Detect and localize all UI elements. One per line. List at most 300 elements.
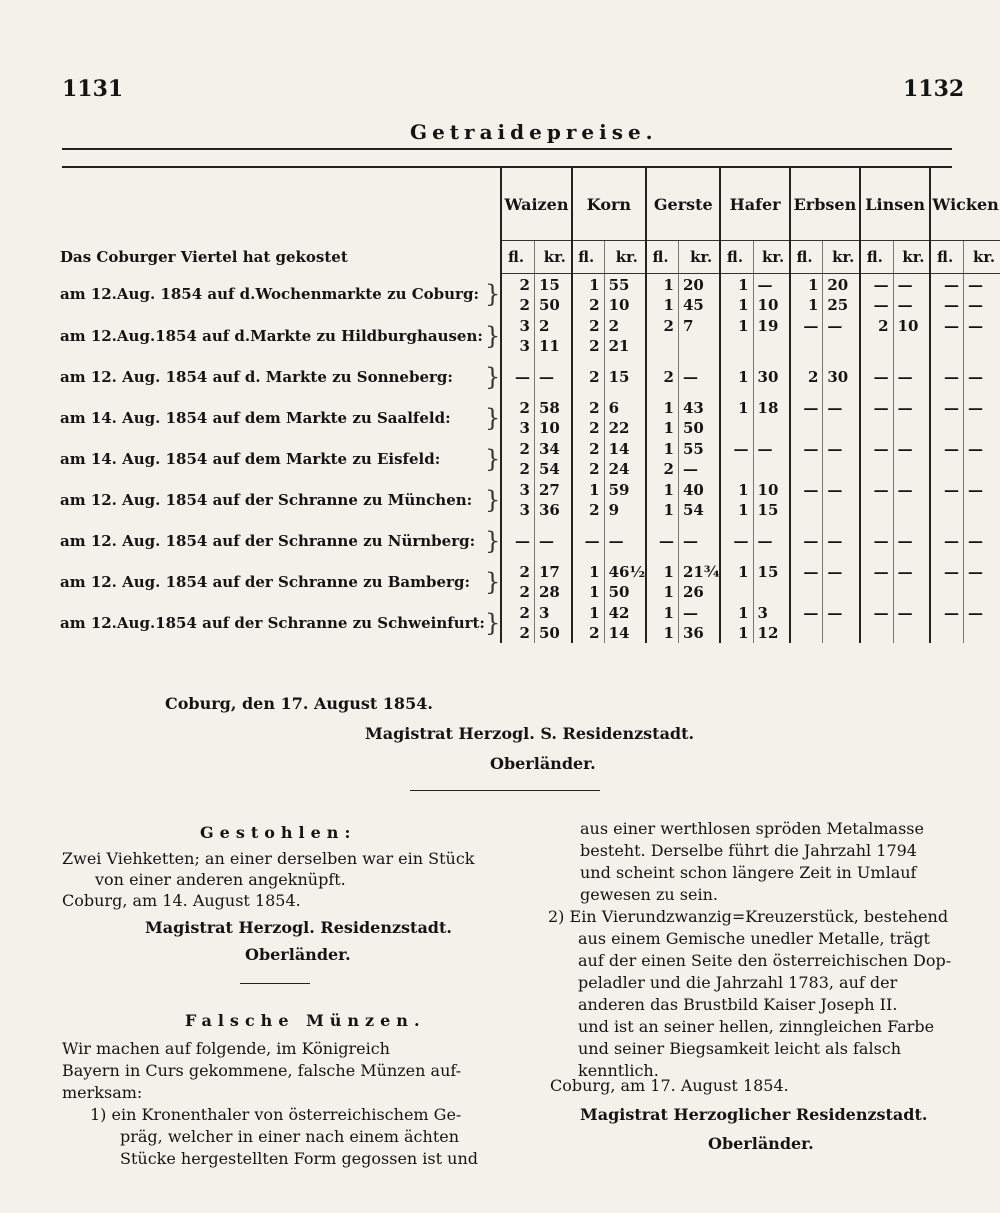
price-value: 20 [682, 275, 704, 294]
coins-date: Coburg, am 17. August 1854. [550, 1076, 789, 1095]
price-value: 2 [608, 316, 620, 335]
price-value [791, 418, 819, 438]
price-value: 10 [897, 316, 919, 335]
price-value: — [944, 275, 960, 294]
price-value [968, 418, 1000, 438]
price-value: — [827, 398, 843, 417]
unit-fl: fl. [572, 241, 604, 274]
crop-header: Waizen [501, 168, 571, 241]
unit-header-row [60, 241, 1000, 274]
price-value: 28 [538, 582, 560, 601]
market-label: am 12. Aug. 1854 auf der Schranne zu Nürnberg: [60, 531, 476, 550]
price-value: 30 [757, 367, 779, 386]
title-rule [62, 148, 952, 150]
price-value: 58 [538, 398, 560, 417]
price-value: 3 [519, 500, 530, 519]
price-value: 59 [608, 480, 630, 499]
separator-rule [410, 790, 600, 791]
price-value: 2 [589, 439, 600, 458]
price-value: 1 [663, 500, 674, 519]
price-value: 2 [519, 562, 530, 581]
price-value [861, 582, 889, 602]
price-value: — [897, 480, 913, 499]
grain-price-table [60, 168, 1000, 643]
price-value: — [968, 562, 984, 581]
text-line: aus einem Gemische unedler Metalle, trägt [578, 929, 930, 948]
price-value: 1 [663, 295, 674, 314]
price-value: — [968, 295, 984, 314]
price-value: — [658, 531, 674, 550]
price-value [861, 459, 889, 479]
price-value: 3 [519, 418, 530, 437]
price-value [827, 582, 859, 602]
price-value: 36 [538, 500, 560, 519]
crop-header: Hafer [720, 168, 789, 241]
text-line: und scheint schon längere Zeit in Umlauf [580, 863, 917, 882]
text-line: kenntlich. [578, 1061, 659, 1080]
price-value [968, 500, 1000, 520]
price-value: 1 [738, 398, 749, 417]
coins-signature: Oberländer. [708, 1134, 814, 1153]
price-value: 50 [682, 418, 704, 437]
brace: } [484, 526, 501, 555]
page-number-left: 1131 [62, 76, 124, 102]
price-value: 50 [538, 295, 560, 314]
text-line: Wir machen auf folgende, im Königreich [62, 1039, 390, 1058]
crop-header: Wicken [930, 168, 1000, 241]
market-label: am 12.Aug.1854 auf der Schranne zu Schweinfurt: [60, 613, 485, 632]
price-value: — [733, 531, 749, 550]
text-line: gewesen zu sein. [580, 885, 718, 904]
price-value: — [682, 531, 698, 550]
crop-header: Gerste [646, 168, 720, 241]
price-value: 10 [757, 295, 779, 314]
price-value: — [968, 603, 984, 622]
price-value: 2 [519, 275, 530, 294]
price-value: 1 [738, 275, 749, 294]
price-value: 30 [827, 367, 849, 386]
price-value: 40 [682, 480, 704, 499]
price-value: 3 [538, 603, 550, 622]
price-value: — [514, 367, 530, 386]
short-rule [240, 983, 310, 984]
text-line: merksam: [62, 1083, 143, 1102]
price-value: 1 [663, 418, 674, 437]
price-value: 2 [589, 418, 600, 437]
price-value [791, 623, 819, 643]
market-row [60, 397, 1000, 438]
price-value: 2 [589, 295, 600, 314]
price-value: — [757, 531, 773, 550]
price-value [931, 500, 959, 520]
price-value: 6 [608, 398, 620, 417]
price-value [758, 336, 789, 356]
price-value [931, 459, 959, 479]
price-value: — [873, 275, 889, 294]
unit-kr: kr. [534, 241, 571, 274]
price-value: — [608, 531, 624, 550]
market-label: am 14. Aug. 1854 auf dem Markte zu Saalfeld: [60, 408, 451, 427]
price-value: 3 [519, 336, 530, 355]
price-value: — [968, 316, 984, 335]
price-value: — [873, 480, 889, 499]
price-value: 2 [878, 316, 889, 335]
stolen-text-1: Zwei Viehketten; an einer derselben war ein Stück [62, 849, 475, 868]
price-value: — [944, 398, 960, 417]
brace: } [484, 321, 501, 350]
stolen-text-2: von einer anderen angeknüpft. [95, 870, 346, 889]
price-value: — [944, 439, 960, 458]
brace: } [484, 362, 501, 391]
price-value [968, 582, 1000, 602]
price-value: 20 [827, 275, 849, 294]
price-value: — [968, 531, 984, 550]
market-row [60, 520, 1000, 561]
stolen-date: Coburg, am 14. August 1854. [62, 891, 301, 910]
market-label: am 12. Aug. 1854 auf d. Markte zu Sonneberg: [60, 367, 453, 386]
price-value: 19 [757, 316, 779, 335]
brace: } [484, 485, 501, 514]
price-value: 2 [589, 500, 600, 519]
price-value: 50 [538, 623, 560, 642]
price-value [898, 623, 930, 643]
price-value: — [873, 562, 889, 581]
price-value: — [803, 480, 819, 499]
market-row [60, 561, 1000, 602]
coins-magistrat: Magistrat Herzoglicher Residenzstadt. [580, 1105, 928, 1124]
price-value: 10 [538, 418, 560, 437]
unit-kr: kr. [678, 241, 720, 274]
stolen-heading: Gestohlen: [200, 823, 357, 842]
price-value [931, 336, 959, 356]
coins-intro [62, 1038, 522, 1104]
price-value: — [968, 480, 984, 499]
market-row [60, 479, 1000, 520]
market-label: am 12.Aug.1854 auf d.Markte zu Hildburghausen: [60, 326, 483, 345]
page-number-right: 1132 [903, 76, 965, 102]
price-value: 1 [738, 500, 749, 519]
price-value: — [897, 603, 913, 622]
stolen-magistrat: Magistrat Herzogl. Residenzstadt. [145, 918, 452, 937]
unit-kr: kr. [753, 241, 790, 274]
table-label: Das Coburger Viertel hat gekostet [60, 248, 348, 266]
price-value: 1 [663, 562, 674, 581]
price-value: 1 [589, 480, 600, 499]
price-value: 18 [757, 398, 779, 417]
price-value: 1 [738, 367, 749, 386]
price-value: 15 [538, 275, 560, 294]
price-value [721, 336, 748, 356]
price-value [931, 582, 959, 602]
price-value: — [968, 398, 984, 417]
text-line: Stücke hergestellten Form gegossen ist und [120, 1149, 478, 1168]
price-value: — [897, 398, 913, 417]
brace: } [484, 280, 501, 309]
price-value: 2 [589, 316, 600, 335]
text-line: und ist an seiner hellen, zinngleichen Farbe [578, 1017, 935, 1036]
price-value: 22 [608, 418, 630, 437]
price-value: 2 [519, 623, 530, 642]
table-signature: Oberländer. [490, 754, 596, 773]
price-value [827, 459, 859, 479]
price-value: 2 [663, 459, 674, 478]
price-value: 17 [538, 562, 560, 581]
unit-fl: fl. [720, 241, 753, 274]
price-value [647, 336, 674, 356]
price-value: 2 [663, 316, 674, 335]
price-value: 55 [608, 275, 630, 294]
price-value: — [584, 531, 600, 550]
price-value: — [897, 275, 913, 294]
price-value [721, 418, 748, 438]
price-value: — [803, 531, 819, 550]
unit-kr: kr. [823, 241, 860, 274]
brace: } [484, 444, 501, 473]
market-row [60, 315, 1000, 356]
price-value [791, 336, 819, 356]
price-value [861, 336, 889, 356]
price-value: — [803, 562, 819, 581]
price-value: 25 [827, 295, 849, 314]
unit-fl: fl. [930, 241, 963, 274]
price-value: — [827, 439, 843, 458]
price-value: — [827, 480, 843, 499]
price-value: — [873, 531, 889, 550]
price-value: — [873, 603, 889, 622]
price-value: 1 [589, 603, 600, 622]
table-magistrat: Magistrat Herzogl. S. Residenzstadt. [365, 724, 695, 743]
price-value: — [682, 367, 698, 386]
price-value: 1 [663, 582, 674, 601]
market-row [60, 438, 1000, 479]
price-value [721, 582, 748, 602]
price-value: 2 [519, 295, 530, 314]
price-value: — [803, 398, 819, 417]
price-value: 11 [538, 336, 560, 355]
price-value: 2 [519, 398, 530, 417]
price-value: — [757, 439, 773, 458]
crop-header: Erbsen [790, 168, 860, 241]
price-value: 54 [538, 459, 560, 478]
price-value: 26 [682, 582, 704, 601]
text-line: besteht. Derselbe führt die Jahrzahl 1794 [580, 841, 917, 860]
price-value: — [897, 531, 913, 550]
price-value: — [682, 603, 698, 622]
price-value [758, 459, 789, 479]
price-value: 1 [738, 562, 749, 581]
price-value [898, 418, 930, 438]
text-line: 1) ein Kronenthaler von österreichischem Ge- [90, 1105, 462, 1124]
price-value: 10 [608, 295, 630, 314]
price-value: 1 [589, 275, 600, 294]
price-value [968, 336, 1000, 356]
price-value: 3 [757, 603, 768, 622]
price-value: 2 [519, 582, 530, 601]
price-value: 15 [757, 500, 779, 519]
market-label: am 12.Aug. 1854 auf d.Wochenmarkte zu Coburg: [60, 285, 479, 304]
text-line: präg, welcher in einer nach einem ächten [120, 1127, 460, 1146]
price-value: 14 [608, 623, 630, 642]
coin-item-2 [548, 906, 968, 1082]
text-line: peladler und die Jahrzahl 1783, auf der [578, 973, 898, 992]
price-value: 36 [682, 623, 704, 642]
price-value: — [944, 603, 960, 622]
price-value: — [827, 603, 843, 622]
price-value [861, 500, 889, 520]
price-value: — [803, 603, 819, 622]
market-row [60, 602, 1000, 643]
price-value: 2 [519, 459, 530, 478]
price-value [861, 418, 889, 438]
price-value: 2 [589, 398, 600, 417]
stolen-signature: Oberländer. [245, 945, 351, 964]
price-value: — [944, 295, 960, 314]
price-value: 1 [807, 275, 819, 294]
price-value: 15 [608, 367, 630, 386]
price-value: — [827, 316, 843, 335]
price-value [861, 623, 889, 643]
price-value: — [538, 531, 554, 550]
price-value: — [944, 367, 960, 386]
price-value [931, 418, 959, 438]
coins-heading: Falsche Münzen. [185, 1011, 426, 1030]
price-value: 50 [608, 582, 630, 601]
price-value: — [944, 562, 960, 581]
price-value: 21¾ [682, 562, 720, 581]
price-value: — [682, 459, 698, 478]
price-value [827, 500, 859, 520]
price-value: 24 [608, 459, 630, 478]
price-value: 1 [807, 295, 819, 314]
price-value: 1 [663, 398, 674, 417]
price-value: — [514, 531, 530, 550]
price-value: — [968, 439, 984, 458]
price-value: — [968, 367, 984, 386]
price-value: — [944, 531, 960, 550]
price-value: 2 [589, 367, 600, 386]
price-value: 1 [663, 439, 674, 458]
price-value [968, 623, 1000, 643]
price-value: — [827, 562, 843, 581]
price-value [827, 336, 859, 356]
price-value [791, 500, 819, 520]
section-title: Getraidepreise. [410, 120, 658, 144]
price-value: 54 [682, 500, 704, 519]
price-value: — [803, 316, 819, 335]
price-value [758, 582, 789, 602]
price-value: 43 [682, 398, 704, 417]
price-value: — [873, 439, 889, 458]
price-value: 1 [663, 275, 674, 294]
brace: } [484, 567, 501, 596]
price-value: — [733, 439, 749, 458]
coin-item-1 [90, 1104, 530, 1170]
price-value: 55 [682, 439, 704, 458]
price-value: 9 [608, 500, 620, 519]
market-row [60, 274, 1000, 316]
table-date: Coburg, den 17. August 1854. [165, 694, 433, 713]
price-value: 2 [589, 459, 600, 478]
price-value: 1 [738, 295, 749, 314]
price-value: 45 [682, 295, 704, 314]
price-value: 2 [663, 367, 674, 386]
price-value: 3 [519, 316, 530, 335]
unit-kr: kr. [893, 241, 930, 274]
price-value: 21 [608, 336, 630, 355]
price-value [968, 459, 1000, 479]
text-line: anderen das Brustbild Kaiser Joseph II. [578, 995, 898, 1014]
price-value: — [897, 295, 913, 314]
price-value: — [873, 295, 889, 314]
price-value: 2 [807, 367, 819, 386]
market-label: am 14. Aug. 1854 auf dem Markte zu Eisfeld: [60, 449, 441, 468]
unit-fl: fl. [646, 241, 678, 274]
market-row [60, 356, 1000, 397]
text-line: aus einer werthlosen spröden Metalmasse [580, 819, 924, 838]
crop-header: Linsen [860, 168, 930, 241]
unit-kr: kr. [604, 241, 646, 274]
price-value: 1 [663, 603, 674, 622]
price-value: — [757, 275, 773, 294]
price-value [827, 418, 859, 438]
price-value: — [873, 367, 889, 386]
price-value: 12 [757, 623, 779, 642]
crop-header: Korn [572, 168, 646, 241]
price-value: 1 [663, 623, 674, 642]
price-value: 2 [538, 316, 550, 335]
price-value [898, 336, 930, 356]
price-value [721, 459, 748, 479]
price-value: — [944, 316, 960, 335]
price-value: 14 [608, 439, 630, 458]
text-line: auf der einen Seite den österreichischen Dop- [578, 951, 952, 970]
price-value [898, 582, 930, 602]
price-value: 46½ [608, 562, 646, 581]
price-value: — [538, 367, 554, 386]
price-value: 1 [663, 480, 674, 499]
price-value: — [873, 398, 889, 417]
price-value [827, 623, 859, 643]
price-value: 1 [589, 582, 600, 601]
price-value: 2 [589, 623, 600, 642]
price-value: 1 [738, 316, 749, 335]
price-value: 2 [519, 603, 530, 622]
text-line: 2) Ein Vierundzwanzig=Kreuzerstück, bestehend [548, 907, 949, 926]
price-value: 42 [608, 603, 630, 622]
crop-header-row [60, 168, 1000, 241]
price-value [791, 459, 819, 479]
market-label: am 12. Aug. 1854 auf der Schranne zu München: [60, 490, 473, 509]
price-value: 2 [519, 439, 530, 458]
market-label: am 12. Aug. 1854 auf der Schranne zu Bamberg: [60, 572, 470, 591]
unit-fl: fl. [860, 241, 893, 274]
price-value: 1 [738, 480, 749, 499]
price-value: 1 [738, 623, 749, 642]
text-line: Bayern in Curs gekommene, falsche Münzen auf- [62, 1061, 462, 1080]
price-value: — [944, 480, 960, 499]
text-line: und seiner Biegsamkeit leicht als falsch [578, 1039, 902, 1058]
price-value [898, 459, 930, 479]
price-value: — [897, 562, 913, 581]
price-value [683, 336, 720, 356]
price-value [758, 418, 789, 438]
price-value: 27 [538, 480, 560, 499]
unit-fl: fl. [790, 241, 823, 274]
price-value [791, 582, 819, 602]
price-value: 15 [757, 562, 779, 581]
brace: } [484, 608, 501, 637]
brace: } [484, 403, 501, 432]
